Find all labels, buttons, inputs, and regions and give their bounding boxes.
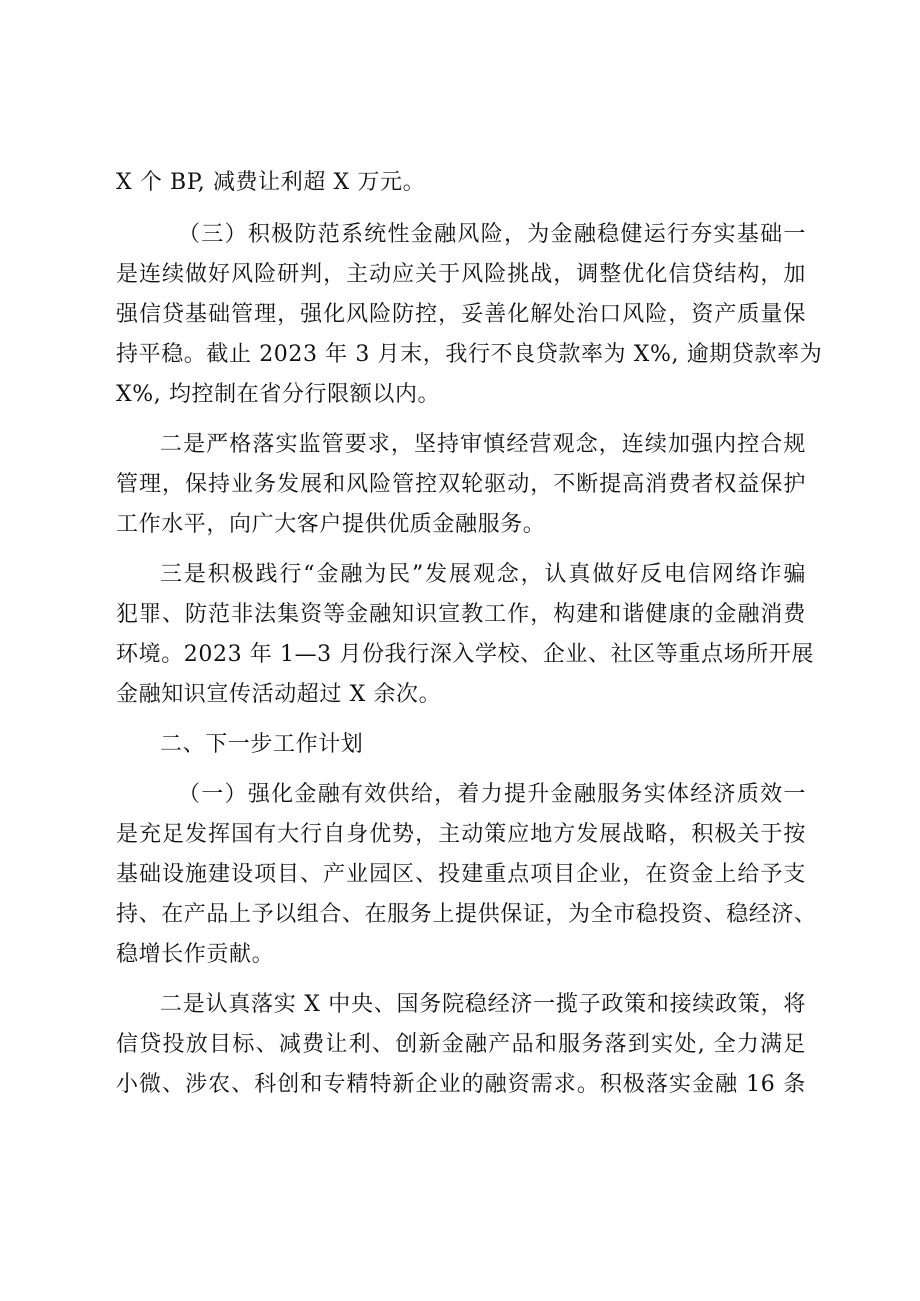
text-line: 小微、涉农、科创和专精特新企业的融资需求。积极落实金融 16 条: [116, 1072, 806, 1097]
text-line: 是连续做好风险研判，主动应关于风险挑战，调整优化信贷结构，加: [116, 262, 806, 287]
text-line: 管理，保持业务发展和风险管控双轮驱动，不断提高消费者权益保护: [116, 472, 806, 497]
text-line: 三是积极践行“金融为民”发展观念，认真做好反电信网络诈骗: [160, 562, 806, 587]
paragraph-policy-implementation: [116, 985, 806, 1105]
heading-line: 二、下一步工作计划: [160, 732, 364, 757]
text-line: 基础设施建设项目、产业园区、投建重点项目企业，在资金上给予支: [116, 862, 806, 887]
paragraph-regulation: [116, 425, 806, 545]
text-line: 是充足发挥国有大行自身优势，主动策应地方发展战略，积极关于按: [116, 822, 806, 847]
paragraph-risk-prevention: [116, 215, 823, 415]
text-line: 信贷投放目标、减费让利、创新金融产品和服务落到实处, 全力满足: [116, 1032, 806, 1057]
text-line: 强信贷基础管理，强化风险防控，妥善化解处治口风险，资产质量保: [116, 302, 806, 327]
text-line: 二是严格落实监管要求，坚持审慎经营观念，连续加强内控合规: [160, 432, 806, 457]
text-line: 环境。2023 年 1—3 月份我行深入学校、企业、社区等重点场所开展: [116, 642, 814, 667]
section-heading-line: （一）强化金融有效供给，着力提升金融服务实体经济质效一: [178, 782, 806, 807]
text-line: 持、在产品上予以组合、在服务上提供保证，为全市稳投资、稳经济、: [116, 902, 817, 927]
text-line: 稳增长作贡献。: [116, 942, 275, 967]
text-line: 持平稳。截止 2023 年 3 月末，我行不良贷款率为 X%, 逾期贷款率为: [116, 342, 823, 367]
document-body: [116, 163, 823, 1105]
text-line: X 个 BP, 减费让利超 X 万元。: [116, 170, 426, 195]
section-heading-next-steps: [116, 725, 806, 765]
text-line: 工作水平，向广大客户提供优质金融服务。: [116, 512, 546, 537]
text-line: 二是认真落实 X 中央、国务院稳经济一揽子政策和接续政策，将: [160, 992, 806, 1017]
paragraph-effective-supply: [116, 775, 817, 975]
section-heading-line: （三）积极防范系统性金融风险，为金融稳健运行夯实基础一: [178, 222, 806, 247]
text-line: X%, 均控制在省分行限额以内。: [116, 382, 441, 407]
paragraph-finance-for-people: [116, 555, 814, 715]
text-line: 犯罪、防范非法集资等金融知识宣教工作，构建和谐健康的金融消费: [116, 602, 806, 627]
text-line: 金融知识宣传活动超过 X 余次。: [116, 682, 442, 707]
paragraph-fee-reduction: [116, 163, 806, 203]
